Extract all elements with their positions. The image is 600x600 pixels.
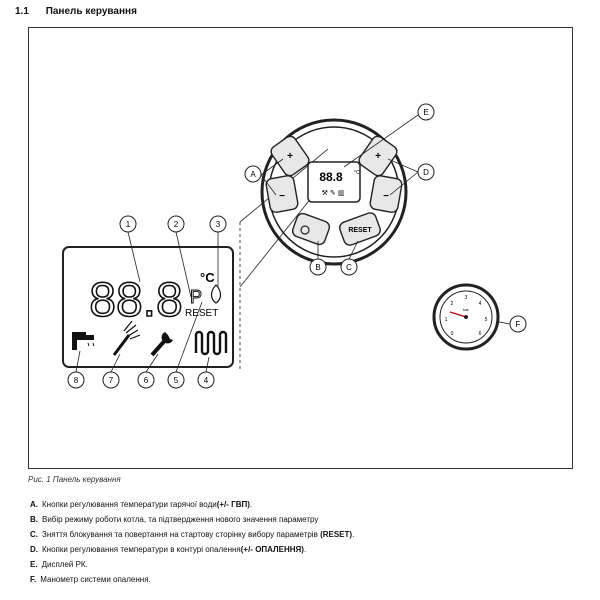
- legend-item-b: B. Вибір режиму роботи котла, та підтвердження нового значення параметру: [30, 515, 319, 524]
- callout-E: [418, 104, 434, 120]
- svg-text:E: E: [423, 108, 429, 117]
- small-display-unit: °C: [354, 170, 360, 176]
- pressure-symbol: P: [190, 287, 203, 307]
- svg-text:C: C: [346, 263, 352, 272]
- svg-text:7: 7: [108, 376, 114, 385]
- reset-button-label: RESET: [348, 227, 372, 234]
- gauge-scale-label: 1: [444, 317, 448, 323]
- reset-indicator: RESET: [185, 308, 219, 319]
- callout-5: [168, 372, 184, 388]
- svg-text:8: 8: [73, 376, 79, 385]
- legend-item-a: A. Кнопки регулювання температури гарячої води(+/- ГВП).: [30, 500, 253, 509]
- svg-text:F: F: [515, 320, 521, 329]
- figure-caption: Рис. 1 Панель керування: [28, 475, 121, 484]
- minus-icon: −: [279, 191, 285, 202]
- heating-plus-button[interactable]: [357, 134, 399, 178]
- gauge-unit-label: bar: [463, 307, 469, 312]
- callout-B: [310, 259, 326, 275]
- callout-D: [418, 164, 434, 180]
- legend-item-e: E. Дисплей РК.: [30, 560, 88, 569]
- small-display-icons: ⚒ ✎ ▥: [321, 190, 345, 197]
- pressure-gauge: [434, 285, 498, 349]
- svg-text:A: A: [250, 170, 256, 179]
- plus-icon: +: [375, 151, 381, 162]
- legend: [30, 497, 580, 587]
- gauge-scale-label: 6: [478, 331, 482, 337]
- callout-1: [120, 216, 136, 232]
- dhw-minus-button[interactable]: [265, 175, 298, 213]
- legend-item-c: C. Зняття блокування та повертання на стартову сторінку вибору параметрів (RESET).: [30, 530, 355, 539]
- callout-7: [103, 372, 119, 388]
- svg-text:5: 5: [173, 376, 179, 385]
- dhw-plus-button[interactable]: [269, 134, 311, 178]
- callout-6: [138, 372, 154, 388]
- svg-text:6: 6: [143, 376, 149, 385]
- section-heading: [15, 6, 137, 17]
- legend-item-f: F. Манометр системи опалення.: [30, 575, 151, 584]
- callout-3: [210, 216, 226, 232]
- svg-text:4: 4: [203, 376, 209, 385]
- svg-text:3: 3: [215, 220, 221, 229]
- large-display-digits: 88.8: [89, 274, 183, 327]
- heating-minus-button[interactable]: [369, 175, 402, 213]
- gauge-scale-label: 2: [450, 301, 454, 307]
- svg-text:1: 1: [125, 220, 131, 229]
- callout-C: [341, 259, 357, 275]
- gauge-scale-label: 0: [450, 331, 454, 337]
- control-panel-figure: [28, 27, 573, 469]
- plus-icon: +: [287, 151, 293, 162]
- gauge-pivot: [464, 315, 468, 319]
- legend-item-d: D. Кнопки регулювання температури в контурі опалення(+/- ОПАЛЕННЯ).: [30, 545, 307, 554]
- large-display-unit: °C: [200, 270, 215, 285]
- callout-8: [68, 372, 84, 388]
- gauge-scale-label: 4: [478, 301, 482, 307]
- callout-4: [198, 372, 214, 388]
- callout-2: [168, 216, 184, 232]
- small-display-digits: 88.8: [319, 170, 343, 184]
- mode-button[interactable]: [291, 212, 331, 246]
- section-number: 1.1: [15, 6, 29, 17]
- minus-icon: −: [383, 191, 389, 202]
- control-panel: [262, 120, 406, 264]
- callout-A: [245, 166, 261, 182]
- svg-text:D: D: [423, 168, 429, 177]
- gauge-scale-label: 5: [484, 317, 488, 323]
- gauge-scale-label: 3: [464, 295, 468, 301]
- large-display: [63, 247, 233, 367]
- section-title: Панель керування: [45, 6, 137, 17]
- svg-text:2: 2: [173, 220, 179, 229]
- callout-F: [510, 316, 526, 332]
- svg-text:B: B: [315, 263, 321, 272]
